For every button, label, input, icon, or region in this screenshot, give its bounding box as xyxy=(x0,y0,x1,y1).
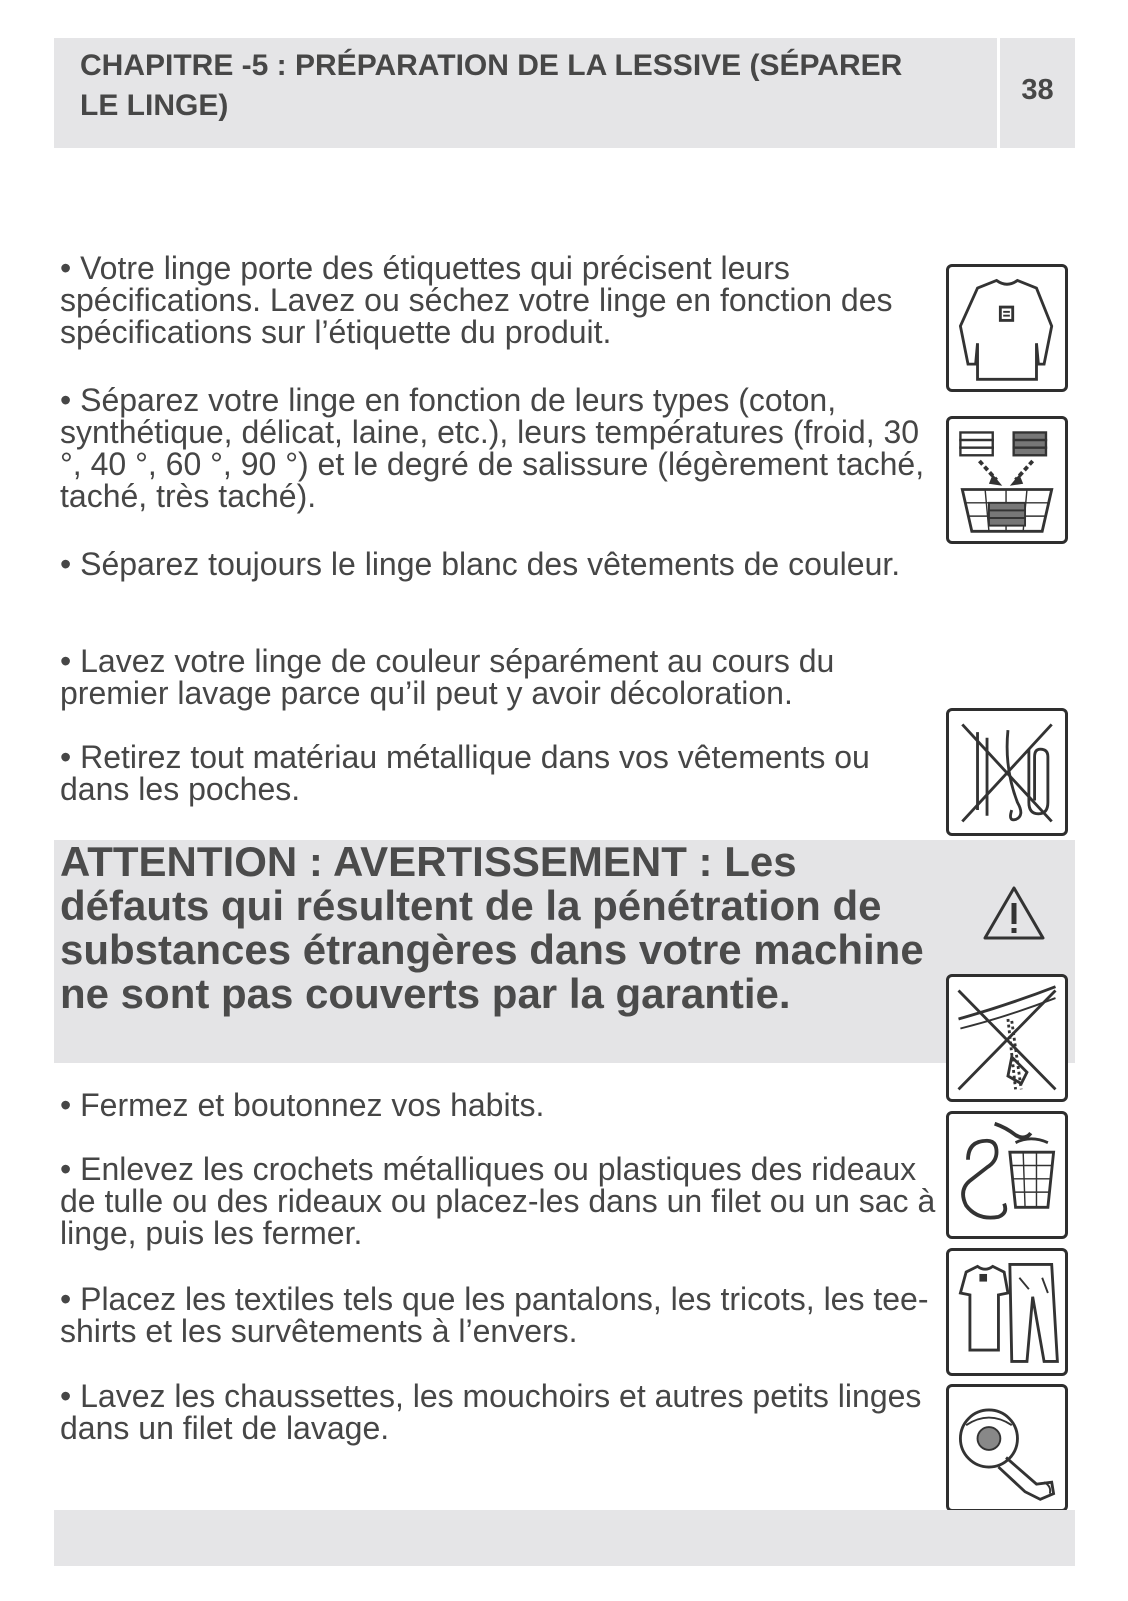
paragraph-first-wash: • Lavez votre linge de couleur séparément au cours du premier lavage parce qu’il peut y avoir décoloration. xyxy=(60,643,835,711)
paragraph-curtain-hooks: • Enlevez les crochets métalliques ou plastiques des rideaux de tulle ou des rideaux ou placez-les dans un filet ou un sac à linge, puis les fermer. xyxy=(60,1151,936,1251)
laundry-sorting-basket-icon xyxy=(946,416,1068,544)
warning-box xyxy=(54,840,1075,1063)
page-number-box xyxy=(1000,38,1075,148)
no-metal-objects-icon xyxy=(946,708,1068,836)
warning-triangle-icon xyxy=(982,885,1046,941)
warning-text: ATTENTION : AVERTISSEMENT : Les défauts qui résultent de la pénétration de substances étrangères dans votre machine ne sont pas couverts par la garantie. xyxy=(60,838,924,1017)
shirt-label-icon xyxy=(946,264,1068,392)
paragraph-labels: • Votre linge porte des étiquettes qui précisent leurs spécifications. Lavez ou séchez votre linge en fonction des spécifications sur l’étiquette du produit. xyxy=(60,250,893,350)
paragraph-button-up: • Fermez et boutonnez vos habits. xyxy=(60,1087,545,1123)
paragraph-white-color: • Séparez toujours le linge blanc des vêtements de couleur. xyxy=(60,546,901,582)
zipper-icon xyxy=(946,974,1068,1102)
paragraph-inside-out: • Placez les textiles tels que les pantalons, les tricots, les tee-shirts et les survêtements à l’envers. xyxy=(60,1281,929,1349)
chapter-title: CHAPITRE -5 : PRÉPARATION DE LA LESSIVE (SÉPARER LE LINGE) xyxy=(80,49,903,122)
wash-net-bag-icon xyxy=(946,1384,1068,1512)
footer-bar xyxy=(54,1510,1075,1566)
inside-out-clothes-icon xyxy=(946,1248,1068,1376)
page-number: 38 xyxy=(1021,74,1054,106)
chapter-header xyxy=(54,38,997,148)
paragraph-small-items: • Lavez les chaussettes, les mouchoirs et autres petits linges dans un filet de lavage. xyxy=(60,1378,922,1446)
paragraph-metal: • Retirez tout matériau métallique dans vos vêtements ou dans les poches. xyxy=(60,739,870,807)
curtain-hooks-net-icon xyxy=(946,1111,1068,1239)
paragraph-separate-types: • Séparez votre linge en fonction de leurs types (coton, synthétique, délicat, laine, etc.), leurs températures (froid, 30 °, 40 °, 60 °, 90 °) et le degré de salissure (légèrement taché, taché, très taché). xyxy=(60,382,925,514)
